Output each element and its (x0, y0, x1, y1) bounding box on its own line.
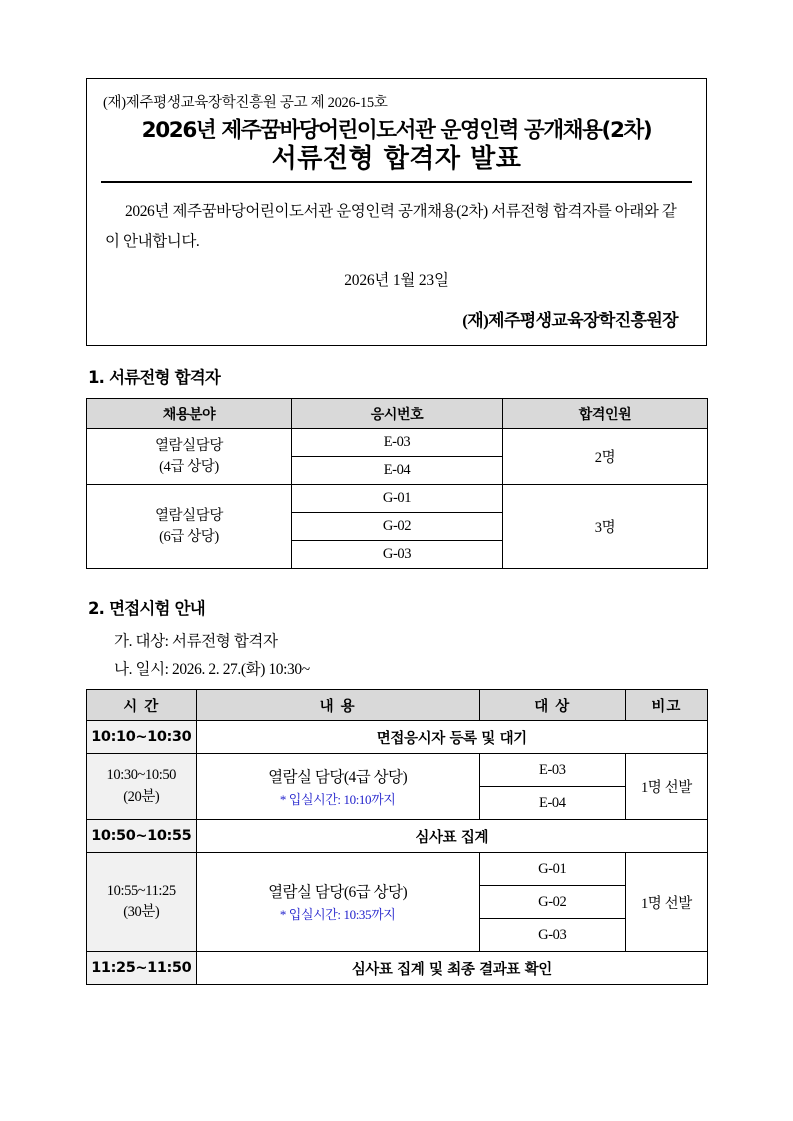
table-row (87, 429, 708, 457)
notice-body: 2026년 제주꿈바당어린이도서관 운영인력 공개채용(2차) 서류전형 합격자를 아래와 같이 안내합니다. (105, 203, 677, 250)
cell-code: G-02 (291, 513, 502, 541)
col-header-target: 대 상 (479, 690, 625, 721)
section2-heading: 2. 면접시험 안내 (88, 599, 205, 619)
notice-title (101, 118, 692, 183)
table-row (87, 754, 708, 787)
interview-schedule-table (86, 689, 708, 985)
col-header-content: 내 용 (196, 690, 479, 721)
cell-note: 1명 선발 (625, 754, 707, 820)
notice-date: 2026년 1월 23일 (344, 272, 449, 290)
col-header-area: 채용분야 (87, 399, 292, 429)
cell-content: 심사표 집계 (196, 820, 707, 853)
table-row (87, 853, 708, 886)
notice-title-line2: 서류전형 합격자 발표 (271, 143, 522, 174)
table-row (87, 952, 708, 985)
notice-title-line1: 2026년 제주꿈바당어린이도서관 운영인력 공개채용(2차) (141, 118, 652, 143)
cell-content: 심사표 집계 및 최종 결과표 확인 (196, 952, 707, 985)
cell-time: 10:50~10:55 (87, 820, 197, 853)
table-header-row (87, 399, 708, 429)
notice-number: (재)제주평생교육장학진흥원 공고 제 2026-15호 (103, 95, 388, 111)
cell-content (196, 754, 479, 820)
cell-content: 면접응시자 등록 및 대기 (196, 721, 707, 754)
col-header-code: 응시번호 (291, 399, 502, 429)
col-header-time: 시 간 (87, 690, 197, 721)
cell-target-code: G-02 (479, 886, 625, 919)
notice-box (86, 78, 707, 346)
cell-code: E-04 (291, 457, 502, 485)
cell-target-code: G-03 (479, 919, 625, 952)
cell-code: G-01 (291, 485, 502, 513)
cell-note: 1명 선발 (625, 853, 707, 952)
cell-content-note: * 입실시간: 10:35까지 (279, 907, 396, 923)
notice-issuer: (재)제주평생교육장학진흥원장 (462, 311, 678, 331)
col-header-note: 비고 (625, 690, 707, 721)
section1-heading: 1. 서류전형 합격자 (88, 368, 221, 388)
table-header-row (87, 690, 708, 721)
cell-code: G-03 (291, 541, 502, 569)
table-row (87, 485, 708, 513)
cell-target-code: E-03 (479, 754, 625, 787)
cell-content-note: * 입실시간: 10:10까지 (279, 791, 396, 807)
cell-time: 11:25~11:50 (87, 952, 197, 985)
cell-time-main: 10:55~11:25 (106, 882, 176, 899)
cell-time: 10:10~10:30 (87, 721, 197, 754)
cell-area: 열람실담당 (6급 상당) (87, 485, 292, 569)
table-row (87, 721, 708, 754)
cell-time (87, 853, 197, 952)
cell-area: 열람실담당 (4급 상당) (87, 429, 292, 485)
cell-code: E-03 (291, 429, 502, 457)
section2-item-a: 가. 대상: 서류전형 합격자 (114, 633, 278, 651)
cell-content-main: 열람실 담당(4급 상당) (268, 768, 408, 786)
cell-count: 2명 (503, 429, 708, 485)
passers-table (86, 398, 708, 569)
section2-item-b: 나. 일시: 2026. 2. 27.(화) 10:30~ (114, 661, 310, 679)
cell-time-main: 10:30~10:50 (106, 767, 177, 783)
cell-content-main: 열람실 담당(6급 상당) (268, 884, 408, 902)
cell-target-code: G-01 (479, 853, 625, 886)
cell-time (87, 754, 197, 820)
cell-target-code: E-04 (479, 787, 625, 820)
cell-time-sub: (20분) (123, 788, 160, 805)
cell-count: 3명 (503, 485, 708, 569)
cell-time-sub: (30분) (123, 904, 160, 921)
col-header-count: 합격인원 (503, 399, 708, 429)
cell-content (196, 853, 479, 952)
table-row (87, 820, 708, 853)
